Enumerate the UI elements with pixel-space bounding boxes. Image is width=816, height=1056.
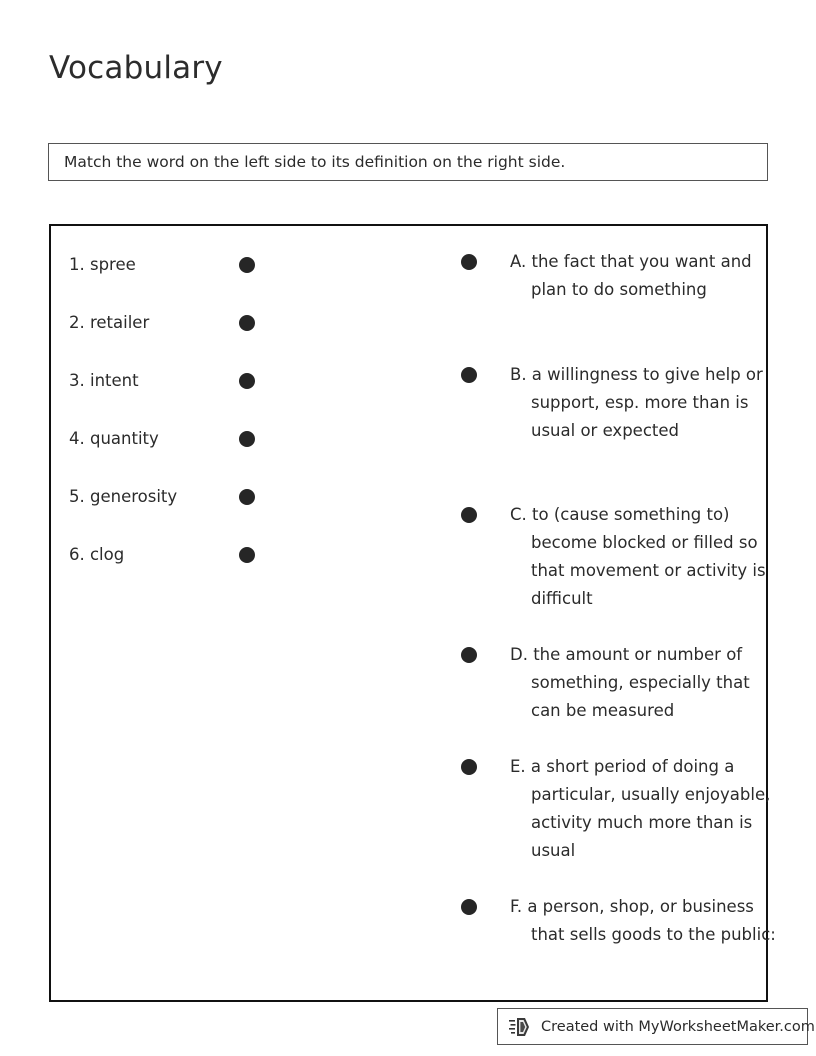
word-label: 1. spree	[69, 255, 136, 274]
word-label: 4. quantity	[69, 429, 159, 448]
definition-text: B. a willingness to give help or support, esp. more than is usual or expected	[510, 365, 763, 440]
word-connector-dot[interactable]	[239, 547, 255, 563]
page-title: Vocabulary	[49, 50, 223, 86]
myworksheetmaker-logo-icon	[509, 1016, 533, 1038]
word-label: 2. retailer	[69, 313, 150, 332]
badge-content	[498, 1009, 815, 1044]
definition-connector-dot[interactable]	[461, 367, 477, 383]
badge-label: Created with MyWorksheetMaker.com	[541, 1018, 815, 1035]
definition-connector-dot[interactable]	[461, 899, 477, 915]
instruction-text: Match the word on the left side to its definition on the right side.	[64, 153, 566, 171]
definition-text: D. the amount or number of something, especially that can be measured	[510, 645, 750, 720]
word-row[interactable]	[69, 426, 319, 452]
definition-connector-dot[interactable]	[461, 647, 477, 663]
word-connector-dot[interactable]	[239, 315, 255, 331]
word-row[interactable]	[69, 310, 319, 336]
word-connector-dot[interactable]	[239, 431, 255, 447]
definition-text: E. a short period of doing a particular, usually enjoyable, activity much more than is usual	[510, 757, 771, 860]
word-connector-dot[interactable]	[239, 489, 255, 505]
definition-text: A. the fact that you want and plan to do something	[510, 252, 752, 299]
matching-exercise-box	[49, 224, 776, 1002]
definition-text: F. a person, shop, or business that sells goods to the public:	[510, 897, 776, 944]
word-row[interactable]	[69, 484, 319, 510]
word-row[interactable]	[69, 542, 319, 568]
instruction-box	[48, 143, 768, 181]
word-row[interactable]	[69, 252, 319, 278]
definition-connector-dot[interactable]	[461, 507, 477, 523]
definition-text: C. to (cause something to) become blocked or filled so that movement or activity is difficult	[510, 505, 766, 608]
definition-connector-dot[interactable]	[461, 254, 477, 270]
word-row[interactable]	[69, 368, 319, 394]
word-label: 5. generosity	[69, 487, 178, 506]
word-connector-dot[interactable]	[239, 257, 255, 273]
word-label: 3. intent	[69, 371, 139, 390]
definition-connector-dot[interactable]	[461, 759, 477, 775]
footer-attribution-badge[interactable]	[497, 1008, 815, 1045]
word-connector-dot[interactable]	[239, 373, 255, 389]
word-label: 6. clog	[69, 545, 125, 564]
